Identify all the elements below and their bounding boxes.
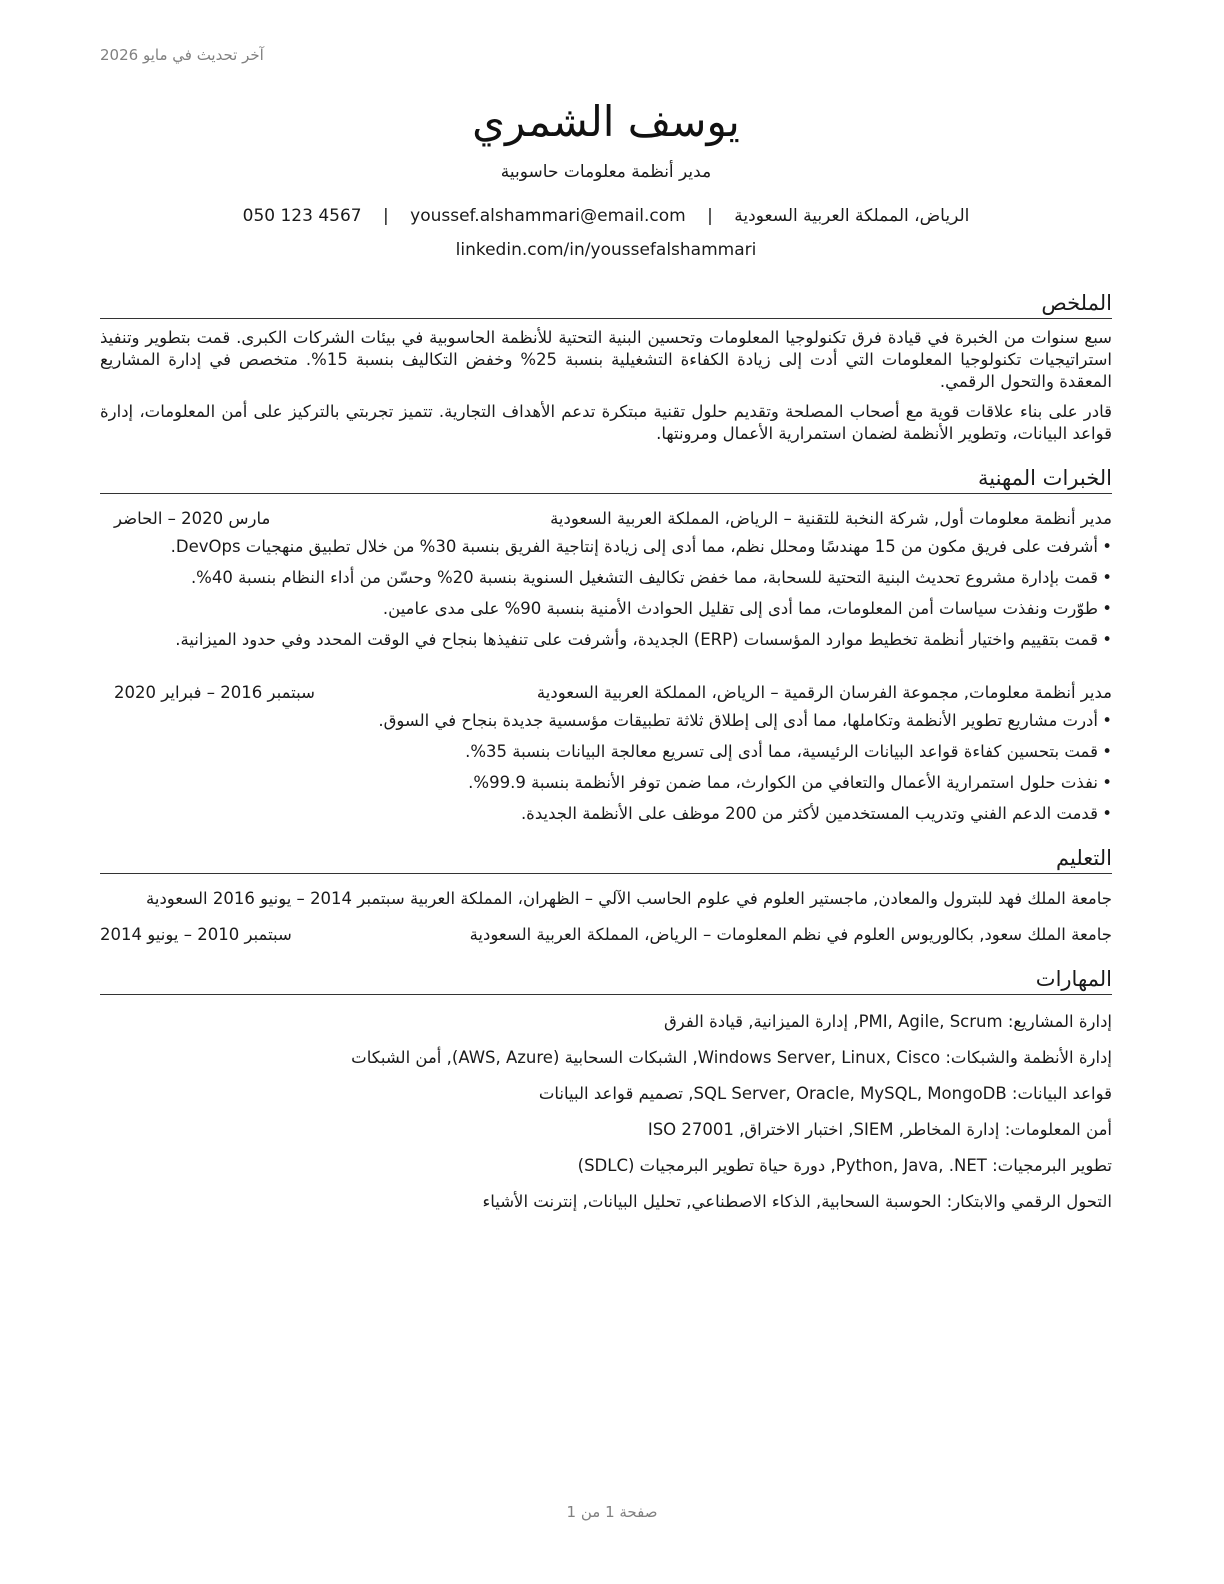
bullet-marker: • bbox=[1102, 599, 1112, 618]
bullet-text: قدمت الدعم الفني وتدريب المستخدمين لأكثر من 200 موظف على الأنظمة الجديدة. bbox=[520, 804, 1098, 823]
contact-linkedin-line bbox=[100, 238, 1112, 262]
bullet-marker: • bbox=[1102, 804, 1112, 823]
job-bullets bbox=[100, 536, 1112, 651]
job-heading bbox=[100, 682, 1112, 704]
skill-row: تطوير البرمجيات: Python, Java, .NET, دورة حياة تطوير البرمجيات (SDLC) bbox=[577, 1156, 1112, 1175]
contact-separator: | bbox=[383, 206, 389, 226]
list-item bbox=[100, 629, 1112, 651]
contact-email[interactable]: youssef.alshammari@email.com bbox=[410, 206, 686, 226]
bullet-text: قمت بتقييم واختيار أنظمة تخطيط موارد المؤسسات (ERP) الجديدة، وأشرفت على تنفيذها بنجاح في الوقت المحدد وفي حدود الميزانية. bbox=[175, 630, 1098, 649]
bullet-text: أشرفت على فريق مكون من 15 مهندسًا ومحلل نظم، مما أدى إلى زيادة إنتاجية الفريق بنسبة 30% من خلال تطبيق منهجيات DevOps. bbox=[170, 537, 1098, 556]
bullet-text: نفذت حلول استمرارية الأعمال والتعافي من الكوارث، مما ضمن توفر الأنظمة بنسبة 99.9%. bbox=[468, 773, 1098, 792]
resume-page bbox=[100, 0, 1112, 1213]
bullet-text: قمت بإدارة مشروع تحديث البنية التحتية للسحابة، مما خفض تكاليف التشغيل السنوية بنسبة 20% وحسّن من أداء النظام بنسبة 40%. bbox=[190, 568, 1098, 587]
summary-paragraph: قادر على بناء علاقات قوية مع أصحاب المصلحة وتقديم حلول تقنية مبتكرة تدعم الأهداف التجارية. تتميز تجربتي بالتركيز على أمن المعلومات، إدارة قواعد البيانات، وتطوير الأنظمة لضمان استمرارية الأعمال ومرونتها. bbox=[100, 402, 1112, 443]
candidate-name: يوسف الشمري bbox=[472, 97, 740, 146]
page-number: صفحة 1 من 1 bbox=[566, 1503, 658, 1521]
job-title-company: مدير أنظمة معلومات أول, شركة النخبة للتقنية – الرياض، المملكة العربية السعودية bbox=[550, 509, 1112, 528]
list-item bbox=[100, 567, 1112, 589]
education-entry bbox=[100, 924, 1112, 946]
skill-row: التحول الرقمي والابتكار: الحوسبة السحابية, الذكاء الاصطناعي, تحليل البيانات, إنترنت الأشياء bbox=[482, 1192, 1112, 1211]
section-title-education: التعليم bbox=[100, 843, 1112, 874]
bullet-text: طوّرت ونفذت سياسات أمن المعلومات، مما أدى إلى تقليل الحوادث الأمنية بنسبة 90% على مدى عامين. bbox=[382, 599, 1098, 618]
list-item bbox=[100, 598, 1112, 620]
list-item bbox=[100, 710, 1112, 732]
last-updated-note: آخر تحديث في مايو 2026 bbox=[100, 46, 264, 64]
job-bullets bbox=[100, 710, 1112, 825]
contact-separator: | bbox=[707, 206, 713, 226]
list-item bbox=[100, 772, 1112, 794]
bullet-marker: • bbox=[1102, 742, 1112, 761]
education-degree: جامعة الملك سعود, بكالوريوس العلوم في نظم المعلومات – الرياض، المملكة العربية السعودية bbox=[469, 925, 1112, 944]
section-title-experience: الخبرات المهنية bbox=[100, 463, 1112, 494]
bullet-marker: • bbox=[1102, 773, 1112, 792]
section-title-summary: الملخص bbox=[100, 288, 1112, 319]
list-item bbox=[100, 803, 1112, 825]
bullet-marker: • bbox=[1102, 537, 1112, 556]
skill-row: إدارة المشاريع: PMI, Agile, Scrum, إدارة الميزانية, قيادة الفرق bbox=[664, 1012, 1112, 1031]
bullet-marker: • bbox=[1102, 568, 1112, 587]
contact-linkedin[interactable]: linkedin.com/in/youssefalshammari bbox=[455, 240, 757, 260]
bullet-marker: • bbox=[1102, 711, 1112, 730]
job-heading bbox=[100, 508, 1112, 530]
education-dates: سبتمبر 2010 – يونيو 2014 bbox=[100, 925, 292, 944]
job-title-company: مدير أنظمة معلومات, مجموعة الفرسان الرقمية – الرياض، المملكة العربية السعودية bbox=[536, 683, 1112, 702]
bullet-text: أدرت مشاريع تطوير الأنظمة وتكاملها، مما أدى إلى إطلاق ثلاثة تطبيقات مؤسسية جديدة بنجاح في السوق. bbox=[378, 711, 1098, 730]
skill-row: أمن المعلومات: إدارة المخاطر, SIEM, اختبار الاختراق, ISO 27001 bbox=[647, 1120, 1112, 1139]
bullet-marker: • bbox=[1102, 630, 1112, 649]
contact-location: الرياض، المملكة العربية السعودية bbox=[734, 206, 970, 226]
job-dates: سبتمبر 2016 – فبراير 2020 bbox=[114, 683, 315, 702]
list-item bbox=[100, 536, 1112, 558]
bullet-text: قمت بتحسين كفاءة قواعد البيانات الرئيسية، مما أدى إلى تسريع معالجة البيانات بنسبة 35%. bbox=[465, 742, 1098, 761]
contact-phone: 050 123 4567 bbox=[242, 206, 362, 226]
contact-line bbox=[100, 204, 1112, 228]
job-dates: مارس 2020 – الحاضر bbox=[114, 509, 271, 528]
skill-row: إدارة الأنظمة والشبكات: Windows Server, Linux, Cisco, الشبكات السحابية (AWS, Azure), أمن الشبكات bbox=[351, 1048, 1112, 1067]
candidate-role: مدير أنظمة معلومات حاسوبية bbox=[500, 162, 712, 182]
education-entry: جامعة الملك فهد للبترول والمعادن, ماجستير العلوم في علوم الحاسب الآلي – الظهران، المملكة العربية سبتمبر 2014 – يونيو 2016 السعودية bbox=[146, 889, 1112, 908]
section-title-skills: المهارات bbox=[100, 964, 1112, 995]
list-item bbox=[100, 741, 1112, 763]
skill-row: قواعد البيانات: SQL Server, Oracle, MySQL, MongoDB, تصميم قواعد البيانات bbox=[538, 1084, 1112, 1103]
summary-paragraph: سبع سنوات من الخبرة في قيادة فرق تكنولوجيا المعلومات وتحسين البنية التحتية للأنظمة الحاسوبية في بيئات الشركات الكبرى. قمت بتطوير وتنفيذ استراتيجيات تكنولوجيا المعلومات التي أدت إلى زيادة الكفاءة التشغيلية بنسبة 25% وخفض التكاليف بنسبة 15%. متخصص في إدارة المشاريع المعقدة والتحول الرقمي. bbox=[100, 328, 1112, 391]
